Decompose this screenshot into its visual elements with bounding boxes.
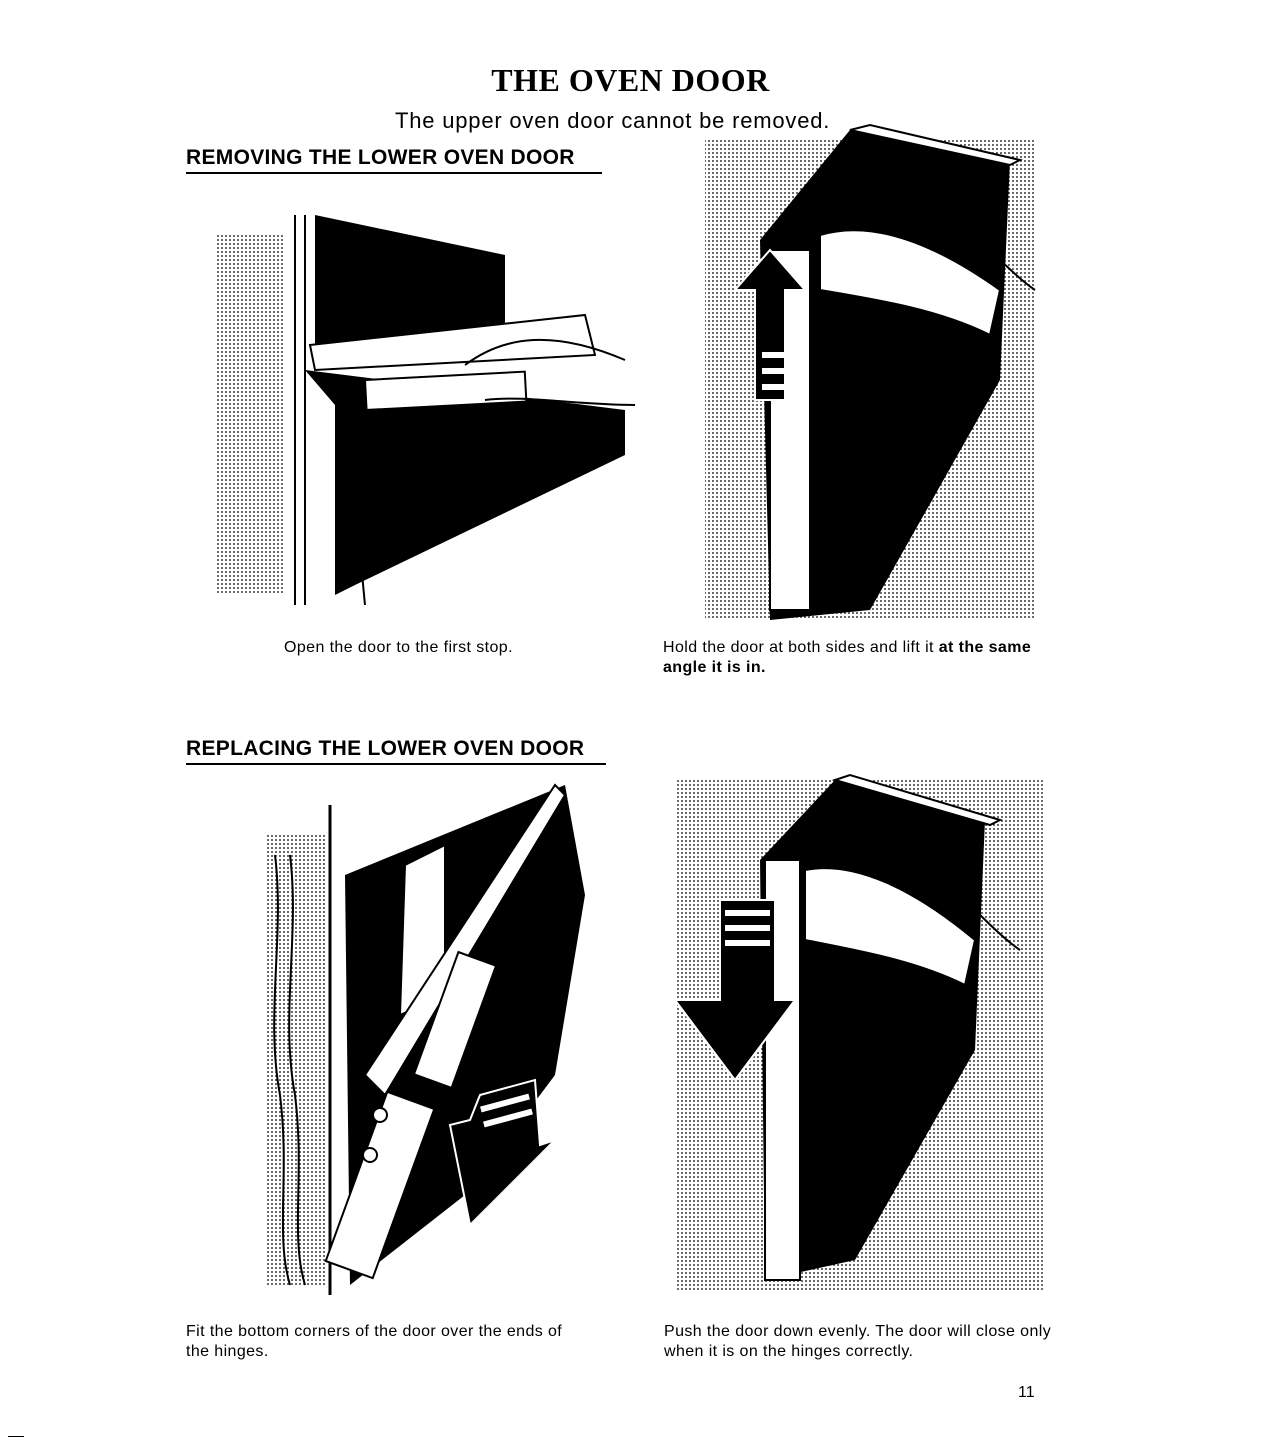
- page-title: THE OVEN DOOR: [491, 62, 770, 98]
- fit-hinges-illustration: [255, 775, 595, 1300]
- removing-step2-caption-plain: Hold the door at both sides and lift it: [663, 639, 939, 656]
- removing-step1-caption: Open the door to the first stop.: [284, 639, 513, 656]
- replacing-step2-caption: Push the door down evenly. The door will close only when it is on the hinges correctly.: [664, 1323, 1052, 1360]
- section-heading-replacing: REPLACING THE LOWER OVEN DOOR: [186, 737, 606, 765]
- open-door-illustration: [205, 195, 645, 615]
- page-subtitle: The upper oven door cannot be removed.: [395, 108, 831, 133]
- lift-door-illustration: [700, 120, 1040, 630]
- push-door-illustration: [665, 760, 1055, 1305]
- scan-mark: [8, 1436, 24, 1437]
- section-heading-removing: REMOVING THE LOWER OVEN DOOR: [186, 146, 602, 174]
- page-number: 11: [1018, 1384, 1035, 1401]
- replacing-step1-caption: Fit the bottom corners of the door over the ends of the hinges.: [186, 1323, 563, 1360]
- removing-step2-caption-bold: at the same angle it is in.: [663, 639, 1032, 676]
- removing-step2-caption: [663, 638, 1053, 678]
